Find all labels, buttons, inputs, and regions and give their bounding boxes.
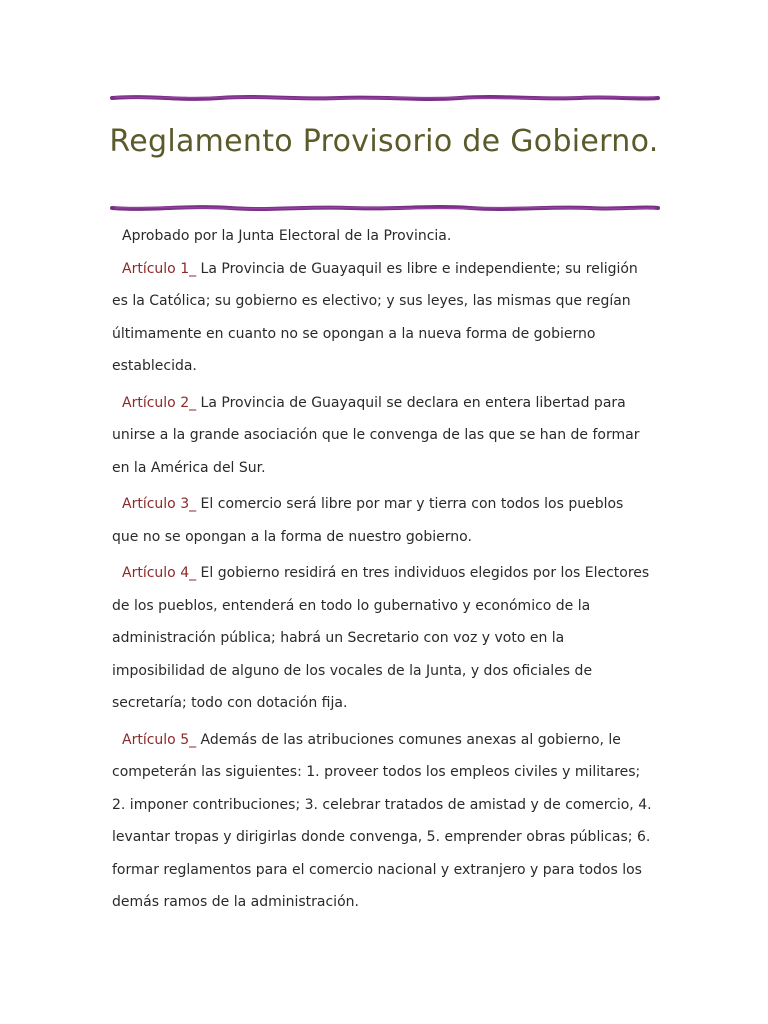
- article-5-label: Artículo 5_: [122, 731, 197, 748]
- document-body: [112, 220, 652, 923]
- article-4-text: El gobierno residirá en tres individuos elegidos por los Electores de los pueblos, entenderá en todo lo gubernativo y económico de la administración pública; habrá un Secretario con voz y voto en la imposibilidad de alguno de los vocales de la Junta, y dos oficiales de secretaría; todo con dotación fija.: [112, 565, 650, 711]
- decorative-divider-bottom: [110, 202, 660, 214]
- article-1: [112, 253, 652, 383]
- article-2-text: La Provincia de Guayaquil se declara en entera libertad para unirse a la grande asociación que le convenga de las que se han de formar en la América del Sur.: [112, 394, 640, 476]
- article-5: [112, 724, 652, 919]
- article-1-text: La Provincia de Guayaquil es libre e independiente; su religión es la Católica; su gobierno es electivo; y sus leyes, las mismas que regían últimamente en cuanto no se opongan a la nueva forma de gobierno establecida.: [112, 260, 638, 374]
- article-5-text: Además de las atribuciones comunes anexas al gobierno, le competerán las siguientes: 1. proveer todos los empleos civiles y militares; 2. imponer contribuciones; 3. celebrar tratados de amistad y de comercio, 4. levantar tropas y dirigirlas donde convenga, 5. emprender obras públicas; 6. formar reglamentos para el comercio nacional y extranjero y para todos los demás ramos de la administración.: [112, 731, 652, 910]
- article-3-label: Artículo 3_: [122, 496, 197, 512]
- article-2: [112, 387, 652, 485]
- decorative-divider-top: [110, 92, 660, 104]
- article-3: [112, 488, 652, 553]
- article-4-label: Artículo 4_: [122, 565, 197, 581]
- article-1-label: Artículo 1_: [122, 260, 197, 277]
- article-4: [112, 557, 652, 720]
- article-2-label: Artículo 2_: [122, 394, 197, 411]
- article-3-text: El comercio será libre por mar y tierra con todos los pueblos que no se opongan a la forma de nuestro gobierno.: [112, 496, 624, 545]
- intro-paragraph: Aprobado por la Junta Electoral de la Provincia.: [122, 228, 452, 244]
- page-title: Reglamento Provisorio de Gobierno.: [109, 124, 659, 159]
